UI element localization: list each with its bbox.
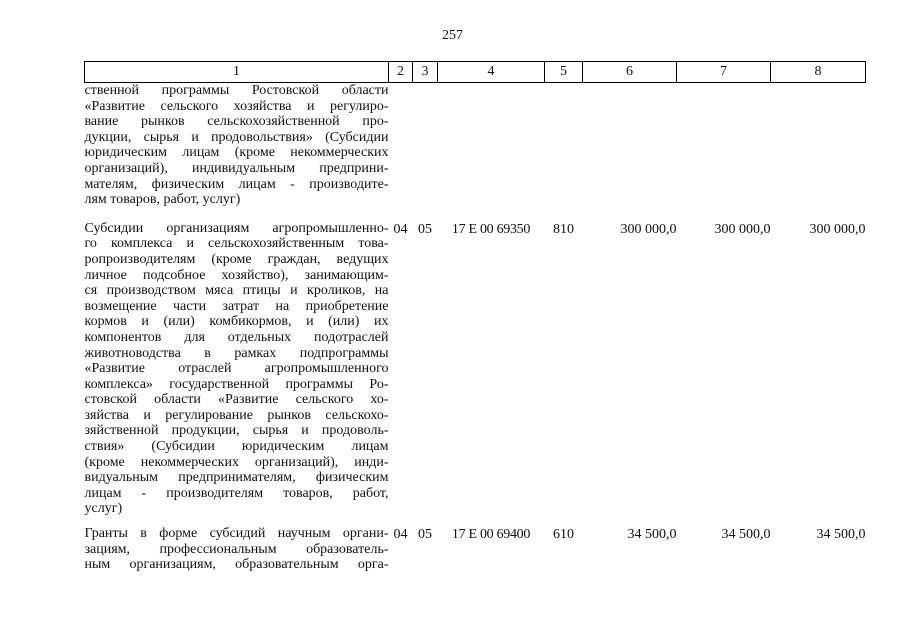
column-header: 1 xyxy=(85,62,389,83)
section-code: 04 xyxy=(393,527,408,543)
amount-col8: 300 000,0 xyxy=(809,221,866,237)
description-line: (кроме некоммерческих организаций), инди- xyxy=(84,454,389,470)
description-line: комплекса» государственной программы Ро- xyxy=(84,376,389,392)
amount-col8 xyxy=(771,83,866,214)
description-line: ся производством мяса птицы и кроликов, на xyxy=(84,283,389,299)
description-line: ным организациям, образовательным орга- xyxy=(84,557,389,573)
description-line: «Развитие сельского хозяйства и регулиро- xyxy=(84,98,389,114)
table-row xyxy=(85,524,866,573)
description-line: лицам - производителям товаров, работ, xyxy=(84,485,389,501)
amount-col7 xyxy=(677,83,771,214)
section-code xyxy=(389,83,413,214)
row-description xyxy=(85,524,389,573)
description-line: зяйства и регулирование рынков сельскохо- xyxy=(84,407,389,423)
description-line: услуг) xyxy=(84,501,123,517)
section-code: 04 xyxy=(393,221,408,237)
description-line: возмещение части затрат на приобретение xyxy=(84,298,389,314)
row-description xyxy=(85,214,389,524)
amount-col7: 34 500,0 xyxy=(721,527,771,543)
column-header: 6 xyxy=(583,62,677,83)
expense-type-code xyxy=(545,83,583,214)
subsection-code: 05 xyxy=(418,221,432,237)
amount-col8: 34 500,0 xyxy=(816,527,866,543)
column-header: 2 xyxy=(389,62,413,83)
table-header-row xyxy=(85,62,866,83)
target-article-code: 17 Е 00 69400 xyxy=(451,527,531,543)
page-number: 257 xyxy=(442,28,463,43)
description-line: Гранты в форме субсидий научным органи- xyxy=(84,526,389,542)
description-line: дукции, сырья и продовольствия» (Субсидии xyxy=(84,129,389,145)
amount-col7: 300 000,0 xyxy=(714,221,771,237)
description-line: компонентов для отдельных подотраслей xyxy=(84,329,389,345)
table-row xyxy=(85,83,866,214)
description-line: животноводства в рамках подпрограммы xyxy=(84,345,389,361)
description-line: видуальным предпринимателям, физическим xyxy=(84,470,389,486)
column-header: 5 xyxy=(545,62,583,83)
description-line: ствия» (Субсидии юридическим лицам xyxy=(84,439,389,455)
row-description xyxy=(85,83,389,214)
description-line: «Развитие отраслей агропромышленного xyxy=(84,361,389,377)
column-header: 7 xyxy=(677,62,771,83)
description-line: юридическим лицам (кроме некоммерческих xyxy=(84,145,389,161)
description-line: организаций), индивидуальным предприни- xyxy=(84,160,389,176)
description-line: ственной программы Ростовской области xyxy=(84,83,389,98)
description-line: Субсидии организациям агропромышленно- xyxy=(84,220,389,236)
column-header: 8 xyxy=(771,62,866,83)
amount-col6: 300 000,0 xyxy=(620,221,677,237)
description-line: личное подсобное хозяйство), занимающим- xyxy=(84,267,389,283)
amount-col6 xyxy=(583,83,677,214)
description-line: ропроизводителям (кроме граждан, ведущих xyxy=(84,251,389,267)
description-line: мателям, физическим лицам - производите- xyxy=(84,176,389,192)
description-line: лям товаров, работ, услуг) xyxy=(84,192,241,208)
description-line: зяйственной продукции, сырья и продоволь- xyxy=(84,423,389,439)
expense-type-code: 610 xyxy=(553,527,574,543)
amount-col6: 34 500,0 xyxy=(627,527,677,543)
subsection-code: 05 xyxy=(418,527,432,543)
description-line: вание рынков сельскохозяйственной про- xyxy=(84,114,389,130)
target-article-code: 17 Е 00 69350 xyxy=(451,221,531,237)
description-line: стовской области «Развитие сельского хо- xyxy=(84,392,389,408)
table-row xyxy=(85,214,866,524)
expense-type-code: 810 xyxy=(553,221,574,237)
description-line: кормов и (или) комбикормов, и (или) их xyxy=(84,314,389,330)
target-article-code xyxy=(438,83,545,214)
description-line: зациям, профессиональным образователь- xyxy=(84,541,389,557)
column-header: 3 xyxy=(413,62,438,83)
column-header: 4 xyxy=(438,62,545,83)
description-line: го комплекса и сельскохозяйственным това- xyxy=(84,236,389,252)
subsection-code xyxy=(413,83,438,214)
budget-table xyxy=(84,61,866,573)
